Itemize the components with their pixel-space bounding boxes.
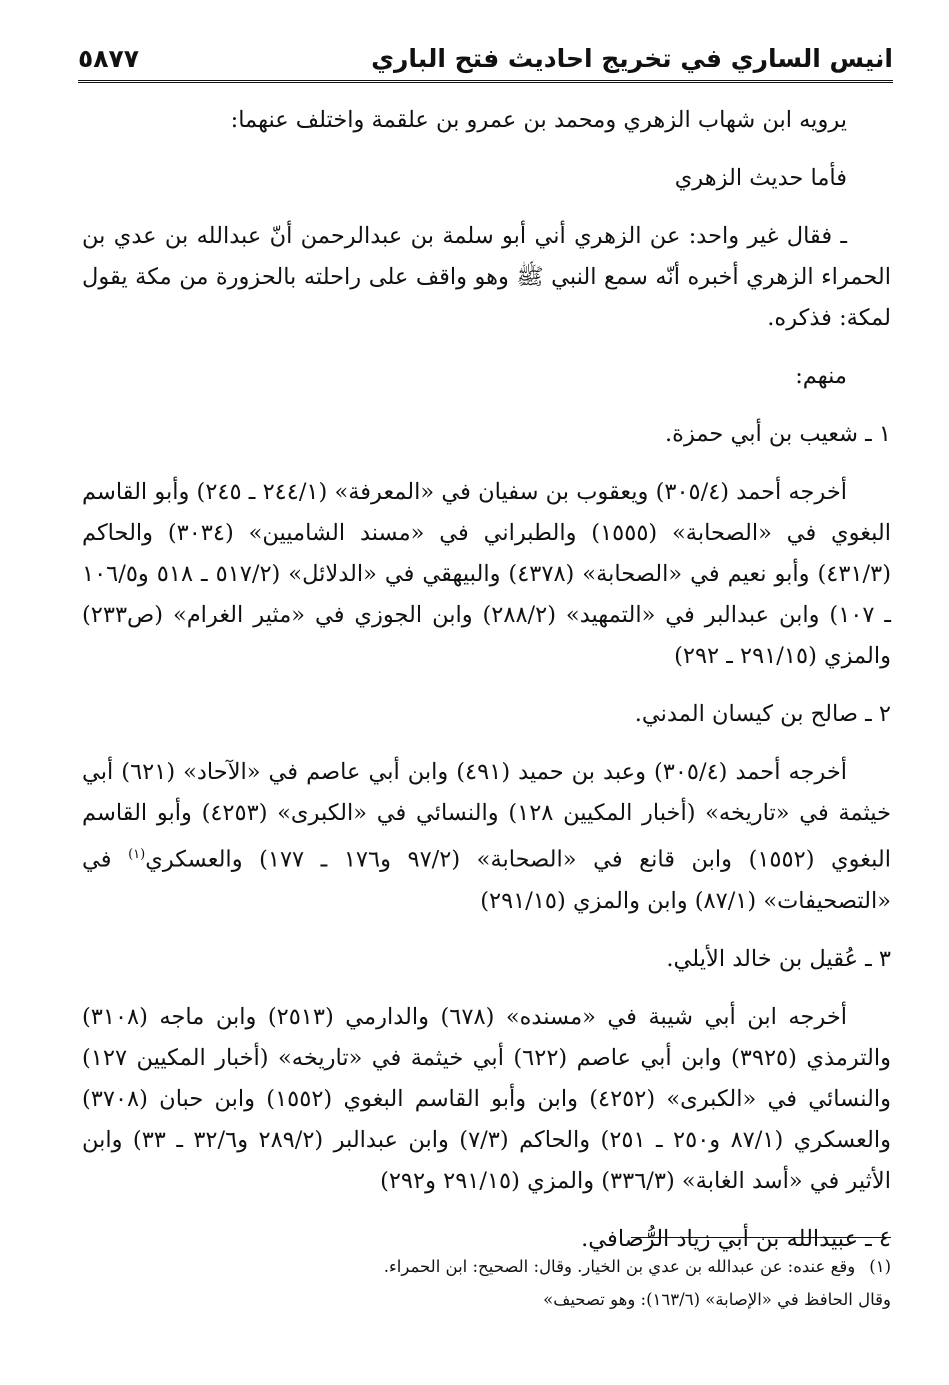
footnote-number: (١) [869, 1257, 891, 1276]
list-intro: منهم: [795, 363, 847, 389]
intro-paragraph: يرويه ابن شهاب الزهري ومحمد بن عمرو بن علقمة واختلف عنهما: [230, 107, 847, 133]
footnote-divider [631, 1237, 891, 1238]
footnote-reference[interactable]: (١) [128, 847, 146, 862]
narrator-item-1: ١ ـ شعيب بن أبي حمزة. [665, 421, 891, 447]
footnotes [82, 1250, 891, 1316]
footnote-1-line-1: وقع عنده: عن عبدالله بن عدي بن الخيار. وقال: الصحيح: ابن الحمراء. [383, 1257, 856, 1276]
section-heading: فأما حديث الزهري [674, 165, 847, 191]
page-number: ٥٨٧٧ [78, 43, 140, 73]
main-text [82, 100, 891, 1277]
takhrij-paragraph-1: أخرجه أحمد (٣٠٥/٤) ويعقوب بن سفيان في «المعرفة» (٢٤٤/١ ـ ٢٤٥) وأبو القاسم البغوي في «الصحابة» (١٥٥٥) والطبراني في «مسند الشاميين» (٣٠٣٤) والحاكم (٤٣١/٣) وأبو نعيم في «الصحابة» (٤٣٧٨) والبيهقي في «الدلائل» (٥١٧/٢ ـ ٥١٨ و١٠٦/٥ ـ ١٠٧) وابن عبدالبر في «التمهيد» (٢٨٨/٢) وابن الجوزي في «مثير الغرام» (ص٢٣٣) والمزي (٢٩١/١٥ ـ ٢٩٢) [82, 479, 891, 669]
takhrij-paragraph-3: أخرجه ابن أبي شيبة في «مسنده» (٦٧٨) والدارمي (٢٥١٣) وابن ماجه (٣١٠٨) والترمذي (٣٩٢٥) وابن أبي عاصم (٦٢٢) أبي خيثمة في «تاريخه» (أخبار المكيين ١٢٧) والنسائي في «الكبرى» (٤٢٥٢) وابن وأبو القاسم البغوي (١٥٥٢) وابن حبان (٣٧٠٨) والعسكري (٨٧/١ و٢٥٠ ـ ٢٥١) والحاكم (٧/٣) وابن عبدالبر (٢٨٩/٢ و٣٢/٦ ـ ٣٣) وابن الأثير في «أسد الغابة» (٣٣٦/٣) والمزي (٢٩١/١٥ و٢٩٢) [82, 1003, 892, 1194]
takhrij-paragraph-2 [82, 752, 891, 922]
narration-paragraph: ـ فقال غير واحد: عن الزهري أني أبو سلمة بن عبدالرحمن أنّ عبدالله بن عدي بن الحمراء الزهري أخبره أنّه سمع النبي ﷺ وهو واقف على راحلته بالحزورة من مكة يقول لمكة: فذكره. [82, 223, 891, 331]
narrator-item-4: ٤ ـ عبيدالله بن أبي زياد الرُّصافي. [581, 1225, 891, 1252]
footnote-1-continuation: وقال الحافظ في «الإصابة» (١٦٣/٦): وهو تصحيف» [543, 1290, 891, 1309]
book-title: انيس الساري في تخريج احاديث فتح الباري [371, 43, 893, 73]
takhrij-2-text-b: في «التصحيفات» (٨٧/١) وابن والمزي (٢٩١/١٥) [82, 846, 891, 914]
narrator-item-2: ٢ ـ صالح بن كيسان المدني. [634, 701, 891, 727]
running-header [78, 36, 893, 83]
narrator-item-3: ٣ ـ عُقيل بن خالد الأيلي. [666, 945, 891, 972]
footnote-1 [82, 1250, 891, 1283]
takhrij-2-text-a: أخرجه أحمد (٣٠٥/٤) وعبد بن حميد (٤٩١) وابن أبي عاصم في «الآحاد» (٦٢١) أبي خيثمة في «تاريخه» (أخبار المكيين ١٢٨) والنسائي في «الكبرى» (٤٢٥٣) وأبو القاسم البغوي (١٥٥٢) وابن قانع في «الصحابة» (٩٧/٢ و١٧٦ ـ ١٧٧) والعسكري [82, 759, 891, 873]
